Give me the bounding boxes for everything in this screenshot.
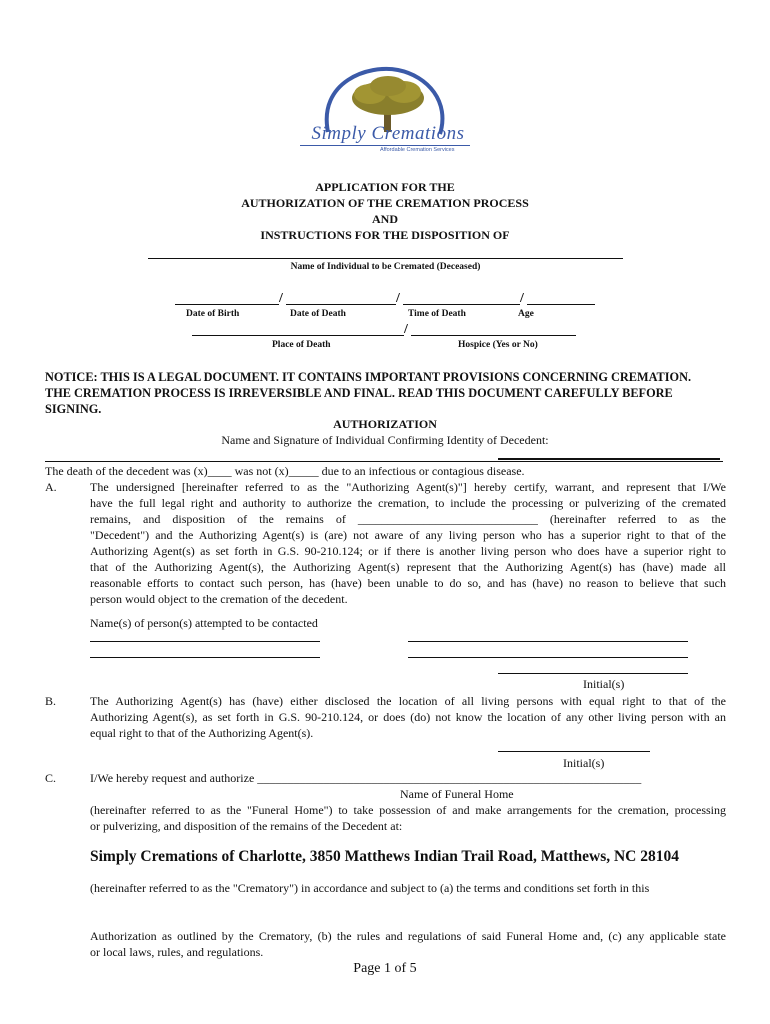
contact-name-field[interactable] [90,657,320,658]
authorization-heading: AUTHORIZATION [333,417,437,431]
logo-tagline: Affordable Cremation Services [380,147,455,153]
section-a-line: person would object to the cremation of the decedent. [90,592,348,606]
section-a-line: The undersigned [hereinafter referred to as the "Authorizing Agent(s)"] hereby certify, warrant, and represent that I/We [90,480,726,494]
date-of-death-label: Date of Death [290,309,346,319]
field-separator: / [404,322,408,337]
contact-name-field[interactable] [90,641,320,642]
section-c-line: or local laws, rules, and regulations. [90,945,264,959]
notice-line: THE CREMATION PROCESS IS IRREVERSIBLE AND FINAL. READ THIS DOCUMENT CAREFULLY BEFORE [45,386,673,400]
time-of-death-label: Time of Death [408,309,466,319]
section-c-line: or pulverizing, and disposition of the remains of the Decedent at: [90,819,403,833]
place-of-death-label: Place of Death [272,340,331,350]
deceased-name-label: Name of Individual to be Cremated (Deceased) [290,262,481,272]
logo-brand-name: Simply Cremations [311,123,465,144]
section-c-line: (hereinafter referred to as the "Funeral Home") to take possession of and make arrangements for the cremation, processing [90,803,726,817]
field-separator: / [396,291,400,306]
document-title [0,179,770,243]
age-field[interactable] [527,304,595,305]
place-of-death-field[interactable] [192,335,404,336]
hospice-label: Hospice (Yes or No) [458,340,538,350]
notice-line: SIGNING. [45,402,102,416]
page-number: Page 1 of 5 [353,961,417,976]
confirming-signature-field[interactable] [498,458,720,460]
initials-field[interactable] [498,751,650,752]
section-a-letter: A. [45,480,57,494]
authorization-subheading: Name and Signature of Individual Confirming Identity of Decedent: [221,433,549,447]
contact-name-field[interactable] [408,657,688,658]
section-a-line: have the full legal right and authority to authorize the cremation, to include the processing or pulverizing of the cremated [90,496,726,510]
initials-field[interactable] [498,673,688,674]
age-label: Age [518,309,534,319]
confirming-name-field[interactable] [45,461,723,462]
section-c-line: Authorization as outlined by the Crematory, (b) the rules and regulations of said Funeral Home and, (c) any applicable state [90,929,726,943]
section-b-line: equal right to that of the Authorizing Agent(s). [90,726,314,740]
legal-notice [45,369,691,417]
title-line: AND [372,212,398,226]
section-c-body-continued [90,928,726,960]
logo-underline [300,145,470,146]
section-a-line: remains, and disposition of the remains of ______________________________ (hereinafter referred to as the [90,512,726,526]
notice-line: NOTICE: THIS IS A LEGAL DOCUMENT. IT CONTAINS IMPORTANT PROVISIONS CONCERNING CREMATION. [45,370,692,384]
section-b-line: The Authorizing Agent(s) has (have) either disclosed the location of all living persons with equal right to that of the [90,694,726,708]
section-a-line: "Decedent") and the Authorizing Agent(s) is (are) not aware of any living person who has a superior right to that of the [90,528,726,542]
infectious-disease-statement: The death of the decedent was (x)____ was not (x)_____ due to an infectious or contagious disease. [45,464,525,478]
contacts-label: Name(s) of person(s) attempted to be contacted [90,616,318,630]
section-c-body [90,802,726,834]
date-of-death-field[interactable] [286,304,396,305]
section-b-line: Authorizing Agent(s), as set forth in G.S. 90-210.124, or does (do) not know the location of any other living person with an [90,710,726,724]
title-line: INSTRUCTIONS FOR THE DISPOSITION OF [260,228,510,242]
contact-name-field[interactable] [408,641,688,642]
section-b-body [90,693,726,741]
section-a-line: that of the Authorizing Agent(s), the Authorizing Agent(s) represent that the Authorizing Agent(s) has (have) made all [90,560,726,574]
title-line: APPLICATION FOR THE [315,180,455,194]
date-of-birth-label: Date of Birth [186,309,240,319]
title-line: AUTHORIZATION OF THE CREMATION PROCESS [241,196,529,210]
initials-label: Initial(s) [563,756,605,770]
initials-label: Initial(s) [583,677,625,691]
crematory-address: Simply Cremations of Charlotte, 3850 Matthews Indian Trail Road, Matthews, NC 28104 [90,848,679,865]
section-a-line: Authorizing Agent(s) as set forth in G.S. 90-210.124; or if there is another living person who does have a superior right to [90,544,726,558]
section-c-letter: C. [45,771,57,785]
section-a-body [90,479,726,607]
hospice-field[interactable] [411,335,576,336]
deceased-name-field[interactable] [148,258,623,259]
section-c-line: (hereinafter referred to as the "Crematory") in accordance and subject to (a) the terms and conditions set forth in this [90,881,650,895]
funeral-home-request: I/We hereby request and authorize ________________________________________________________________ [90,771,642,785]
date-of-birth-field[interactable] [175,304,279,305]
time-of-death-field[interactable] [403,304,520,305]
section-a-line: reasonable efforts to contact such person, has (have) been unable to do so, and has (have) no reason to believe that such [90,576,726,590]
field-separator: / [520,291,524,306]
field-separator: / [279,291,283,306]
section-b-letter: B. [45,694,57,708]
funeral-home-label: Name of Funeral Home [400,787,514,801]
